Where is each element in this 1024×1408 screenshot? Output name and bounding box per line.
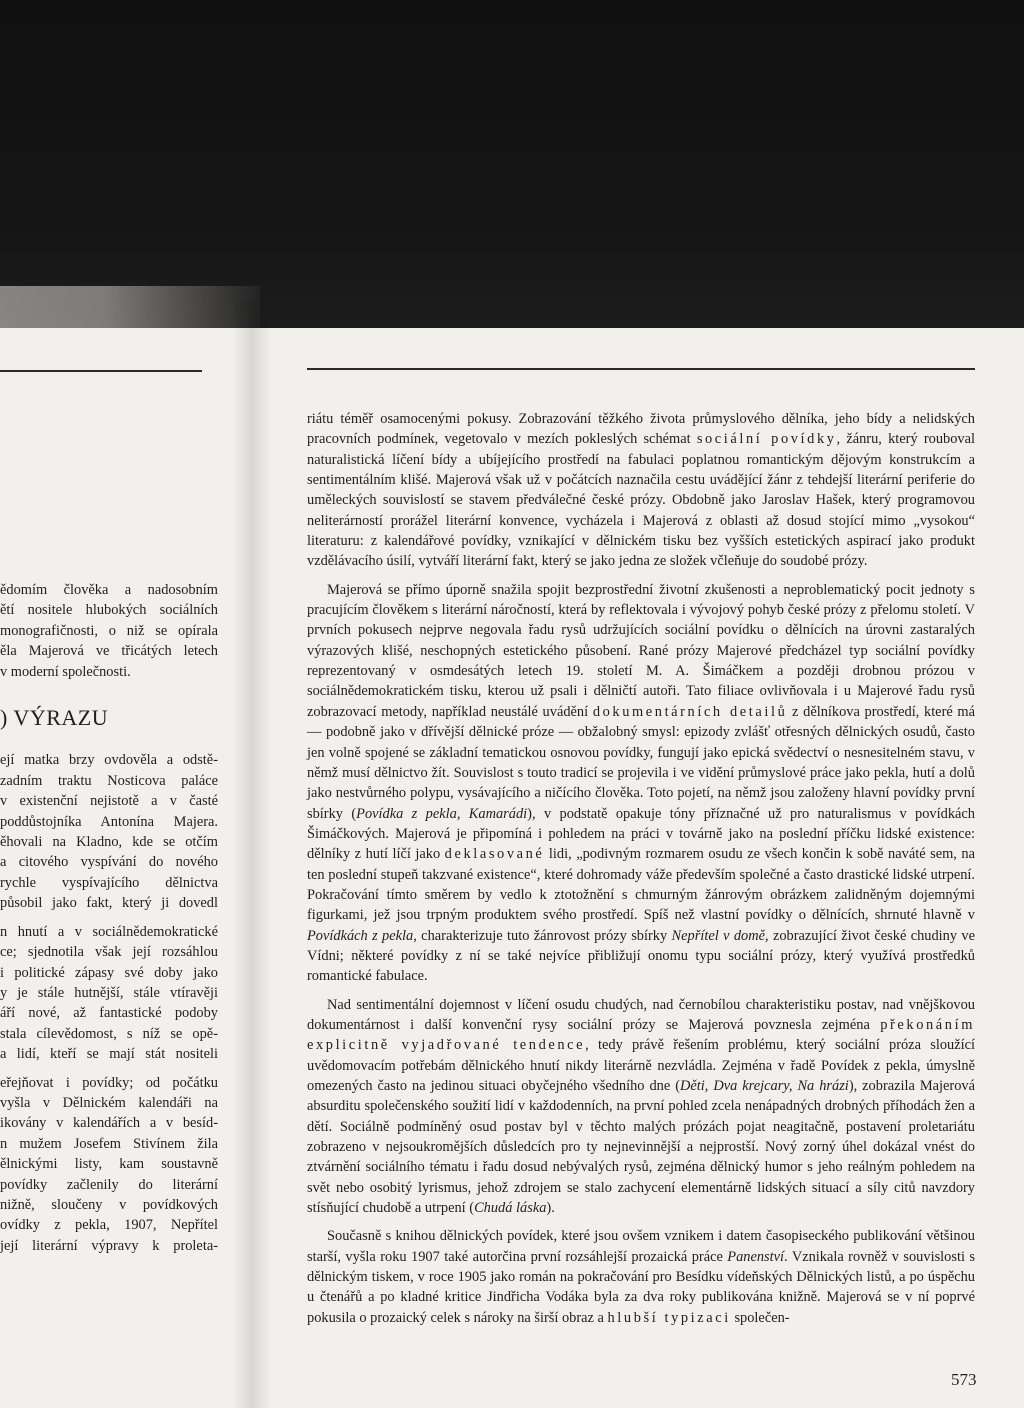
text-run: , žánru, který rouboval naturalistická líčení bídy a ubíjejícího prostředí na fabulaci poplatnou romantickým dějovým konstrukcím a sentimentálním klišé. Majerová však už v počátcích naznačila cestu uvádějící žánr z tehdejší literární periferie do uměleckých souvislostí se stavem předválečné české prózy. Obdobně jako Jaroslav Hašek, který programovou neliterárností prorážel literární konvence, vycházela i Majerová z oblasti až dosud stojící mimo „vysokou“ literaturu: z kalendářové povídky, vznikající v dělnickém tisku bez vyšších estetických aspirací jako produkt vzdělávacího úsilí, vytváří literární fakt, který se jako jedna ze složek včleňuje do soudobé prózy.	[307, 431, 975, 570]
left-page-column	[0, 580, 218, 1340]
text-run: ).	[546, 1200, 555, 1217]
text-line: její literární výpravy k proleta-	[0, 1237, 218, 1254]
text-line: ětí nositele hlubokých sociálních	[0, 602, 218, 619]
text-line: áří nové, až fantastické podoby	[0, 1005, 218, 1022]
text-line: stala cílevědomost, s níž se opě-	[0, 1025, 218, 1042]
text-line: y je stále hutnější, stále vtíravěji	[0, 984, 218, 1001]
italic-title: Chudá láska	[474, 1200, 547, 1217]
text-line: ce; sjednotila však její rozsáhlou	[0, 944, 218, 961]
photo-edge-shadow	[0, 286, 260, 328]
text-run: společen-	[730, 1309, 790, 1326]
text-run: lidi, „podivným rozmarem osudu ze všech končin k sobě naváté sem, na ten poslední stupeň takzvané existence“, které dohromady váže především společné a často drastické lidské utrpení. Pokračování tímto směrem by vedlo k ztotožnění s chmurným žánrovým obrázkem zalidněným dojemnými figurkami, jež jsou trpným produktem svého prostředí. Spíš než vlastní povídky o dělnících, shrnuté hlavně v	[307, 846, 975, 924]
text-line: ědomím člověka a nadosobním	[0, 582, 218, 598]
left-text-block-4	[0, 1073, 218, 1257]
text-line: zadním traktu Nosticova paláce	[0, 772, 218, 789]
text-run: , tedy právě řešením problému, který sociální próza sloužící uvědomovacím potřebám dělnického hnutí nikdy literárně nezvládla. Zejména v řadě Povídek z pekla, úmyslně omezených často na jedinou situaci obyčejného všedního dne (	[307, 1037, 975, 1094]
italic-title: Povídka z pekla, Kamarádi	[356, 805, 528, 822]
spaced-term: sociální povídky	[696, 431, 837, 448]
text-line: ěhovali na Kladno, kde se otčím	[0, 834, 218, 851]
paragraph-3	[307, 995, 975, 1219]
left-page-rule	[0, 370, 202, 372]
text-line: a citového vyspívání do nového	[0, 854, 218, 871]
text-run: , charakterizuje tuto žánrovost prózy sbírky	[413, 927, 672, 944]
text-line: v existenční nejistotě a v časté	[0, 793, 218, 810]
page-number: 573	[951, 1370, 977, 1389]
text-line: a lidí, kteří se mají stát nositeli	[0, 1046, 218, 1063]
italic-title: Panenství	[727, 1248, 785, 1265]
text-run: Současně s knihou dělnických povídek, které jsou ovšem vznikem i datem časopiseckého publikování většinou starší, vyšla roku 1907 také autorčina první rozsáhlejší prozaická práce	[307, 1228, 975, 1265]
text-line: ikovány v kalendářích a v besíd-	[0, 1115, 218, 1132]
spaced-term: hlubší typizaci	[607, 1309, 731, 1326]
spaced-term: překonáním explicitně vyjadřované tendence	[307, 1016, 975, 1054]
text-line: vyšla v Dělnickém kalendáři na	[0, 1094, 218, 1111]
spaced-term: dokumentárních detailů	[592, 703, 788, 720]
italic-title: Nepřítel v domě	[671, 927, 765, 944]
paragraph-1	[307, 409, 975, 572]
text-line: poddůstojníka Antonína Majera.	[0, 813, 218, 830]
text-line: ejí matka brzy ovdověla a odstě-	[0, 752, 218, 769]
italic-title: Děti, Dva krejcary, Na hrázi	[680, 1078, 849, 1094]
text-run: . Vznikala rovněž v souvislosti s dělnickým tiskem, v roce 1905 jako román na pokračování pro Besídku vídeňských Dělnických listů, a po úspěchu u čtenářů a po kladné kritice Jindřicha Vodáka byla za dva roky publikována knižně. Majerová se v ní poprvé pokusila o prozaický celek s nároky na širší obraz a	[307, 1248, 975, 1326]
text-line: eřejňovat i povídky; od počátku	[0, 1074, 218, 1091]
text-line: ovídky z pekla, 1907, Nepřítel	[0, 1217, 218, 1234]
spaced-term: deklasované	[444, 846, 545, 863]
text-run: ), v podstatě opakuje tóny příznačné už pro naturalismus v povídkách Šimáčkových. Majerová je připomíná i pohledem na práci v továrně jako na poslední příčku lidské existence: dělníky z hutí líčí jako	[307, 805, 975, 863]
left-text-block-3	[0, 922, 218, 1065]
text-run: ), zobrazila Majerová absurditu společenského soužití lidí v každodenních, na první pohled zcela nenápadných drobných příhodách žen a dětí. Sociálně podmíněný osud postav byl v těchto malých prózách pojat neagitačně, postavení proletariátu zobrazeno v nejsoukromějších důsledcích pro ty nejnevinnější a nejprostší. Nový zorný úhel dokázal vnést do ztvárnění sociálního tématu i řadu dosud nebývalých rysů, zejména dělnický humor s jeho reálným pohledem na svět nebo osobitý lyrismus, jehož zdrojem se stalo zachycení elementárně lidských situací a síly citů navzdory stísňující chudobě a utrpení (	[307, 1078, 975, 1217]
page-gutter	[232, 300, 272, 1408]
section-heading: ) VÝRAZU	[0, 705, 109, 731]
text-run: riátu téměř osamocenými pokusy. Zobrazování těžkého života průmyslového dělníka, jeho bídy a nelidských pracovních podmínek, vegetovalo v mezích pokleslých schémat	[307, 411, 975, 448]
text-line: ěla Majerová ve třicátých letech	[0, 643, 218, 660]
text-line: ělnickými listy, kam soustavně	[0, 1156, 218, 1173]
dark-photograph	[0, 0, 1024, 328]
paragraph-2	[307, 580, 975, 987]
text-line: působil jako fakt, který ji dovedl	[0, 895, 218, 912]
text-line: v moderní společnosti.	[0, 663, 131, 680]
text-line: rychle vyspívajícího dělnictva	[0, 874, 218, 891]
right-page-column	[307, 409, 975, 1336]
paragraph-4	[307, 1226, 975, 1328]
text-line: nižně, sloučeny v povídkových	[0, 1196, 218, 1213]
text-line: monografičnosti, o niž se opírala	[0, 622, 218, 639]
text-run: z dělníkova prostředí, které má — podobně jako v dřívější dělnické próze — obžalobný smysl: epizody zvlášť otřesných dělnických osudů, často jen volně spojené se základní tematickou osnovou povídky, fungují jako epická svědectví o nesnesitelném stavu, v němž musí dělnictvo žít. Souvislost s touto tradicí se projevila i ve vidění průmyslové práce jako pekla, hutí a dolů jako nestvůrného polypu, vysávajícího a ničícího člověka. Toto pojetí, na němž jsou založeny hlavní povídky první sbírky (	[307, 703, 976, 822]
text-line: n hnutí a v sociálnědemokratické	[0, 923, 218, 940]
right-page-rule	[307, 368, 975, 370]
italic-title: Povídkách z pekla	[307, 927, 414, 944]
text-run: Majerová se přímo úporně snažila spojit bezprostřední životní zkušenosti a neproblematický pocit jednoty s pracujícím člověkem s literární náročností, která by reflektovala i vývojový pohyb české prózy z přelomu století. V prvních pokusech nejprve negovala řadu rysů udržujících sociální povídku o dělnících na úrovni zastaralých výrazových klišé, neschopných estetického působení. Rané prózy Majerové předcházel typ sociální povídky reprezentovaný v osmdesátých letech 19. století M. A. Šimáčkem a později drobnou prózou v sociálnědemokratickém tisku, kterou už psali i dělničtí autoři. Tato filiace ovlivňovala i u Majerové řadu rysů zobrazovací metody, například neustálé uvádění	[307, 581, 975, 720]
left-text-block-2	[0, 750, 218, 913]
text-line: n mužem Josefem Stivínem žila	[0, 1135, 218, 1152]
text-line: povídky začlenily do literární	[0, 1176, 218, 1193]
text-line: i politické zápasy své doby jako	[0, 964, 218, 981]
left-text-block-1	[0, 580, 218, 682]
text-run: , zobrazující život české chudiny ve Vídni; některé povídky z ní se také nejvíce přibližují onomu typu sociální prózy, který využívá prostředků romantické fabulace.	[307, 927, 975, 985]
text-run: Nad sentimentální dojemnost v líčení osudu chudých, nad černobílou charakteristiku postav, nad vnějškovou dokumentárnost i další konvenční rysy sociální prózy se Majerová povznesla zejména	[307, 996, 975, 1033]
